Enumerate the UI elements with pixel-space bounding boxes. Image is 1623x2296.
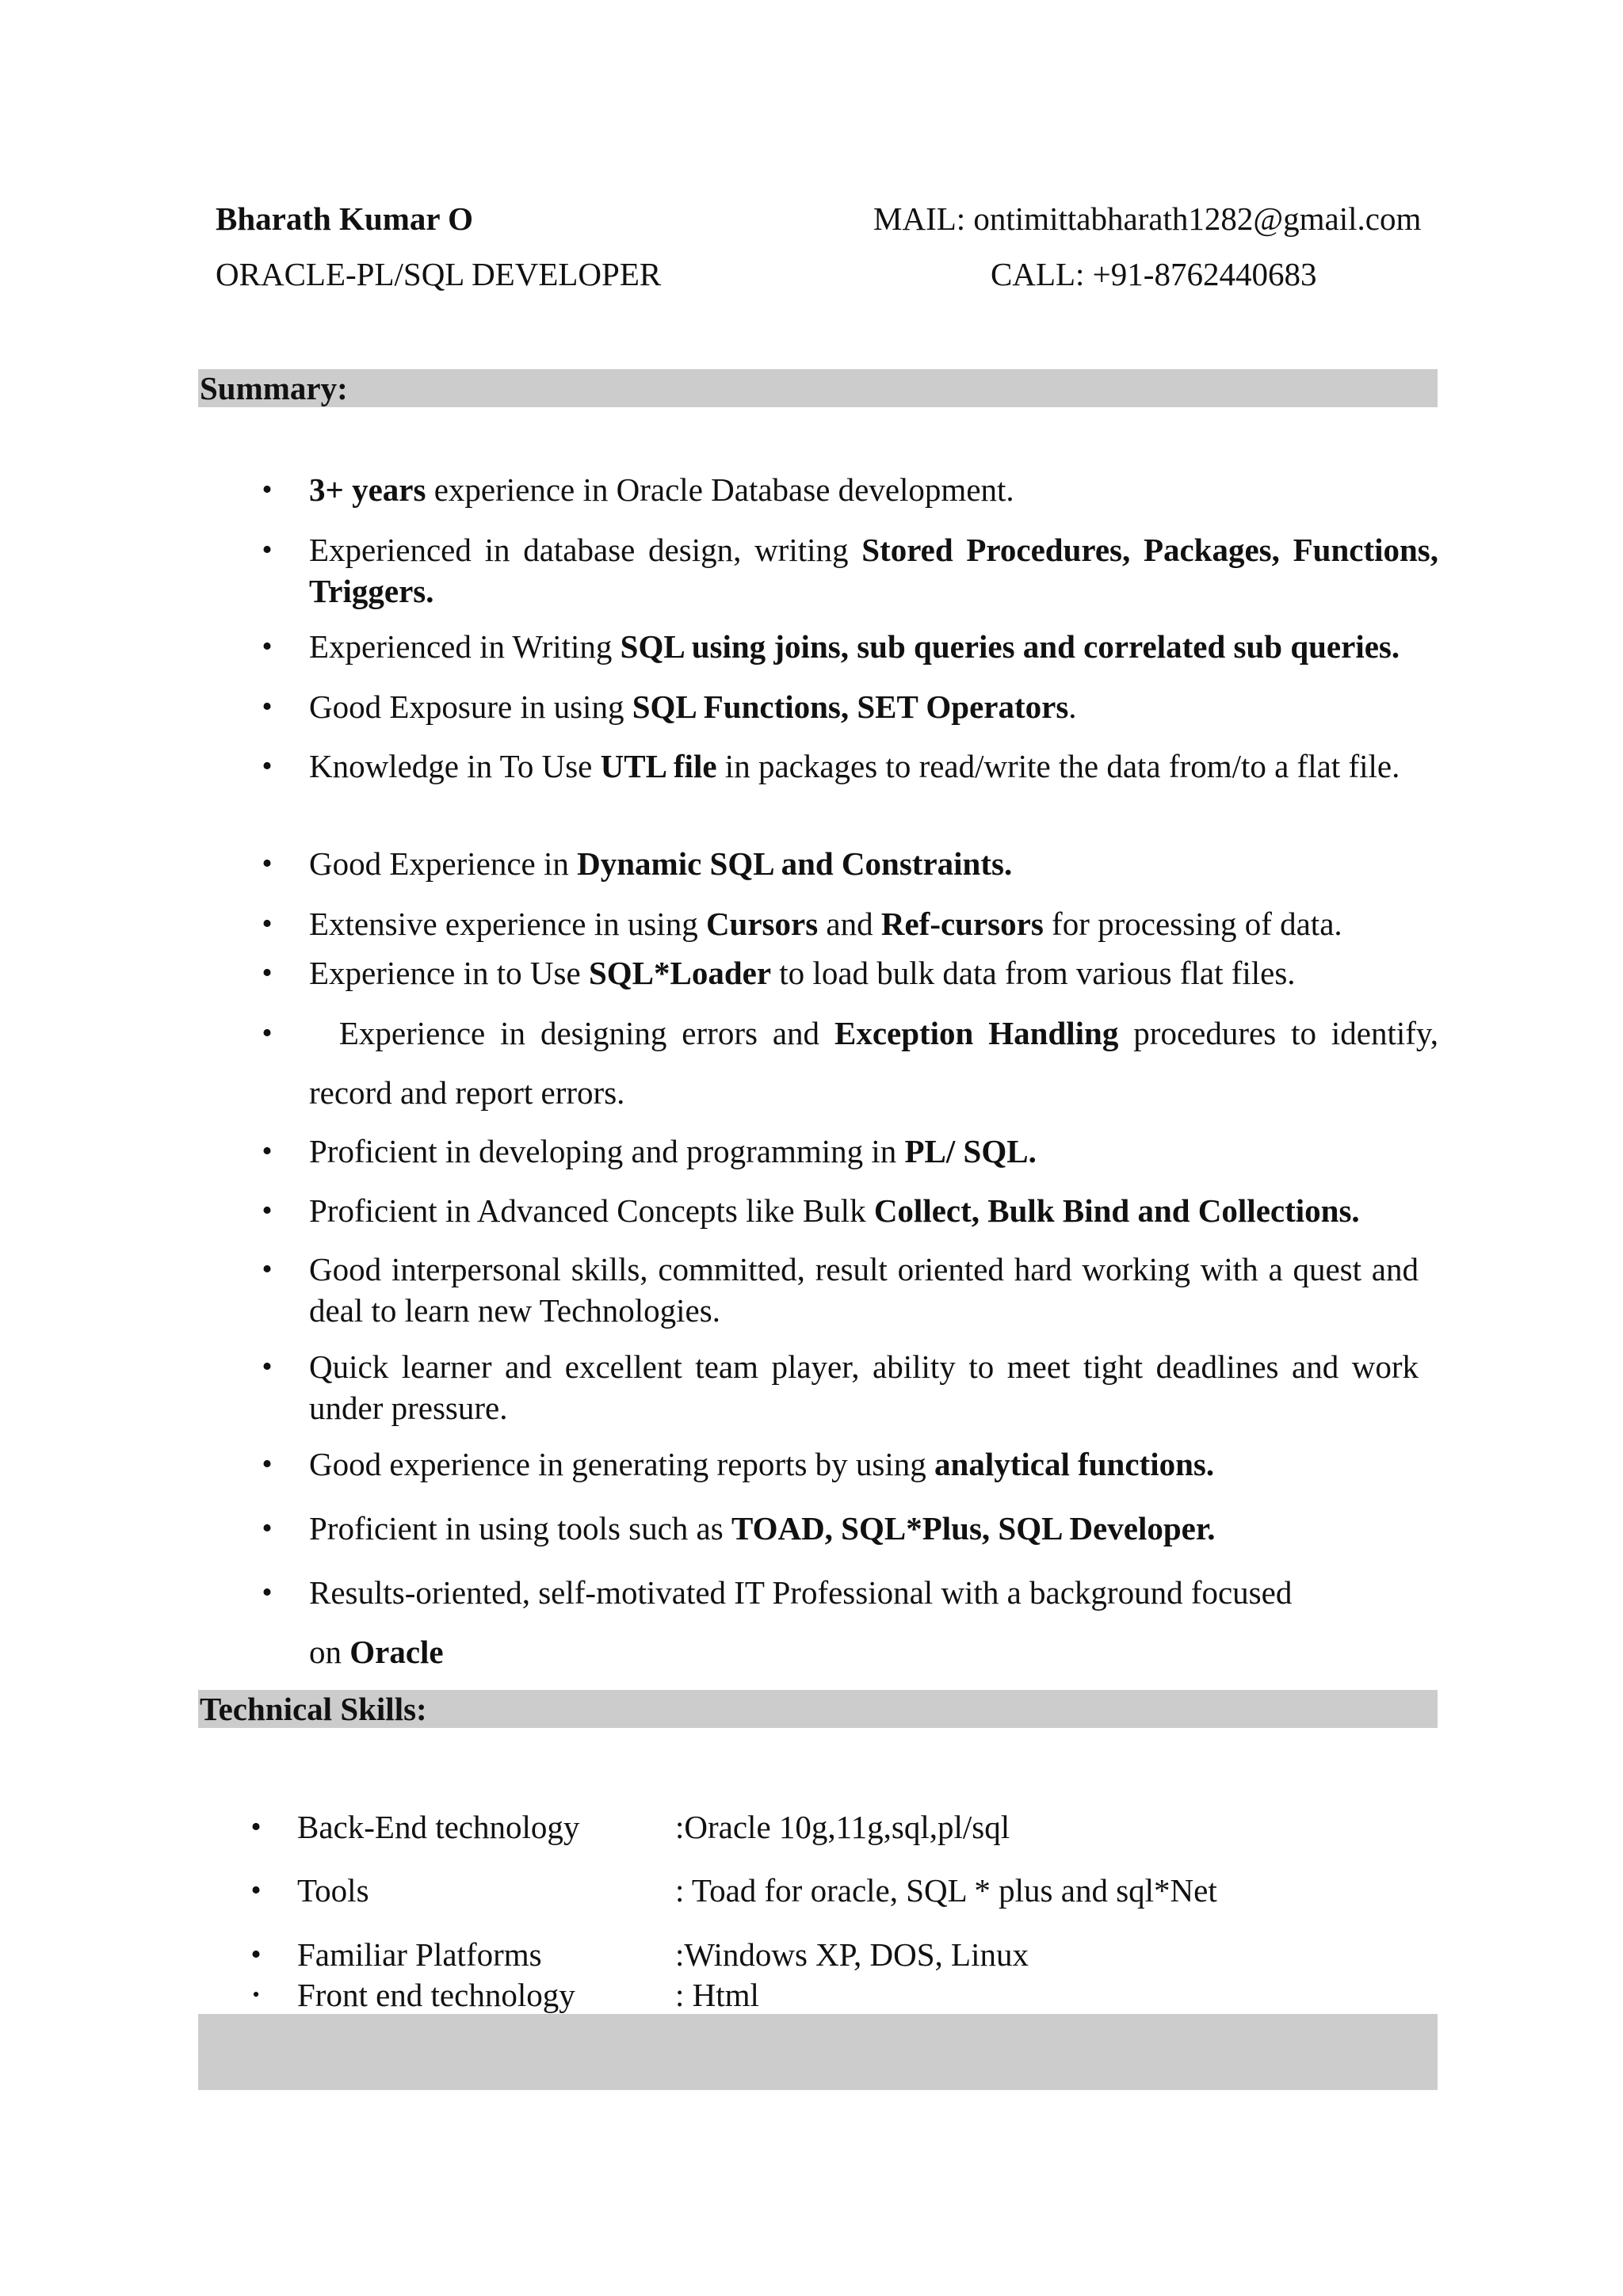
bullet-icon: • [252, 1983, 260, 2006]
summary-item-continuation: record and report errors. [309, 1074, 625, 1111]
summary-item: Proficient in developing and programming in PL/ SQL. [309, 1133, 1037, 1169]
summary-item: Proficient in Advanced Concepts like Bulk Collect, Bulk Bind and Collections. [309, 1192, 1360, 1229]
candidate-role: ORACLE-PL/SQL DEVELOPER [216, 256, 662, 292]
bullet-icon: • [262, 1194, 273, 1227]
bullet-icon: • [250, 1874, 262, 1907]
bullet-icon: • [262, 1447, 273, 1481]
summary-heading: Summary: [198, 369, 1438, 407]
skill-label: Back-End technology [297, 1809, 580, 1845]
bullet-icon: • [250, 1938, 262, 1971]
bullet-icon: • [262, 473, 273, 506]
bullet-icon: • [262, 533, 273, 566]
bullet-icon: • [262, 1350, 273, 1383]
summary-item: Proficient in using tools such as TOAD, SQL*Plus, SQL Developer. [309, 1510, 1216, 1547]
summary-item: Good Exposure in using SQL Functions, SET Operators. [309, 688, 1077, 725]
summary-item: Good experience in generating reports by using analytical functions. [309, 1446, 1215, 1482]
bullet-icon: • [262, 1512, 273, 1545]
skill-label: Front end technology [297, 1977, 575, 2013]
bullet-icon: • [262, 1135, 273, 1168]
empty-section-bar [198, 2014, 1438, 2090]
bullet-icon: • [250, 1810, 262, 1844]
bullet-icon: • [262, 630, 273, 663]
bullet-icon: • [262, 749, 273, 783]
bullet-icon: • [262, 690, 273, 723]
summary-item: Quick learner and excellent team player, ability to meet tight deadlines and work under pressure. [309, 1348, 1419, 1426]
summary-item: Experience in to Use SQL*Loader to load bulk data from various flat files. [309, 955, 1296, 991]
summary-item: Extensive experience in using Cursors and Ref-cursors for processing of data. [309, 906, 1342, 942]
summary-item: Good Experience in Dynamic SQL and Constraints. [309, 845, 1013, 882]
bullet-icon: • [262, 956, 273, 990]
contact-email: MAIL: ontimittabharath1282@gmail.com [873, 200, 1422, 237]
summary-item: Experience in designing errors and Exception Handling procedures to identify, [309, 1015, 1438, 1051]
skill-value: : Html [675, 1977, 759, 2013]
technical-skills-heading: Technical Skills: [198, 1690, 1438, 1728]
skill-value: :Oracle 10g,11g,sql,pl/sql [675, 1809, 1010, 1845]
bullet-icon: • [262, 847, 273, 880]
summary-item: Experienced in database design, writing Stored Procedures, Packages, Functions, Triggers. [309, 532, 1439, 609]
skill-label: Familiar Platforms [297, 1936, 542, 1973]
summary-item: Good interpersonal skills, committed, result oriented hard working with a quest and deal to learn new Technologies. [309, 1251, 1419, 1329]
bullet-icon: • [262, 907, 273, 940]
summary-item: Knowledge in To Use UTL file in packages to read/write the data from/to a flat file. [309, 748, 1400, 784]
summary-item: 3+ years experience in Oracle Database development. [309, 471, 1014, 508]
summary-item: Results-oriented, self-motivated IT Professional with a background focused [309, 1574, 1293, 1611]
skill-value: : Toad for oracle, SQL * plus and sql*Net [675, 1872, 1217, 1909]
bullet-icon: • [262, 1576, 273, 1609]
summary-item: Experienced in Writing SQL using joins, sub queries and correlated sub queries. [309, 628, 1400, 665]
bullet-icon: • [262, 1253, 273, 1286]
skill-label: Tools [297, 1872, 369, 1909]
skill-value: :Windows XP, DOS, Linux [675, 1936, 1029, 1973]
contact-phone: CALL: +91-8762440683 [991, 256, 1317, 292]
summary-item-continuation: on Oracle [309, 1634, 444, 1670]
bullet-icon: • [262, 1016, 273, 1050]
candidate-name: Bharath Kumar O [216, 200, 473, 237]
